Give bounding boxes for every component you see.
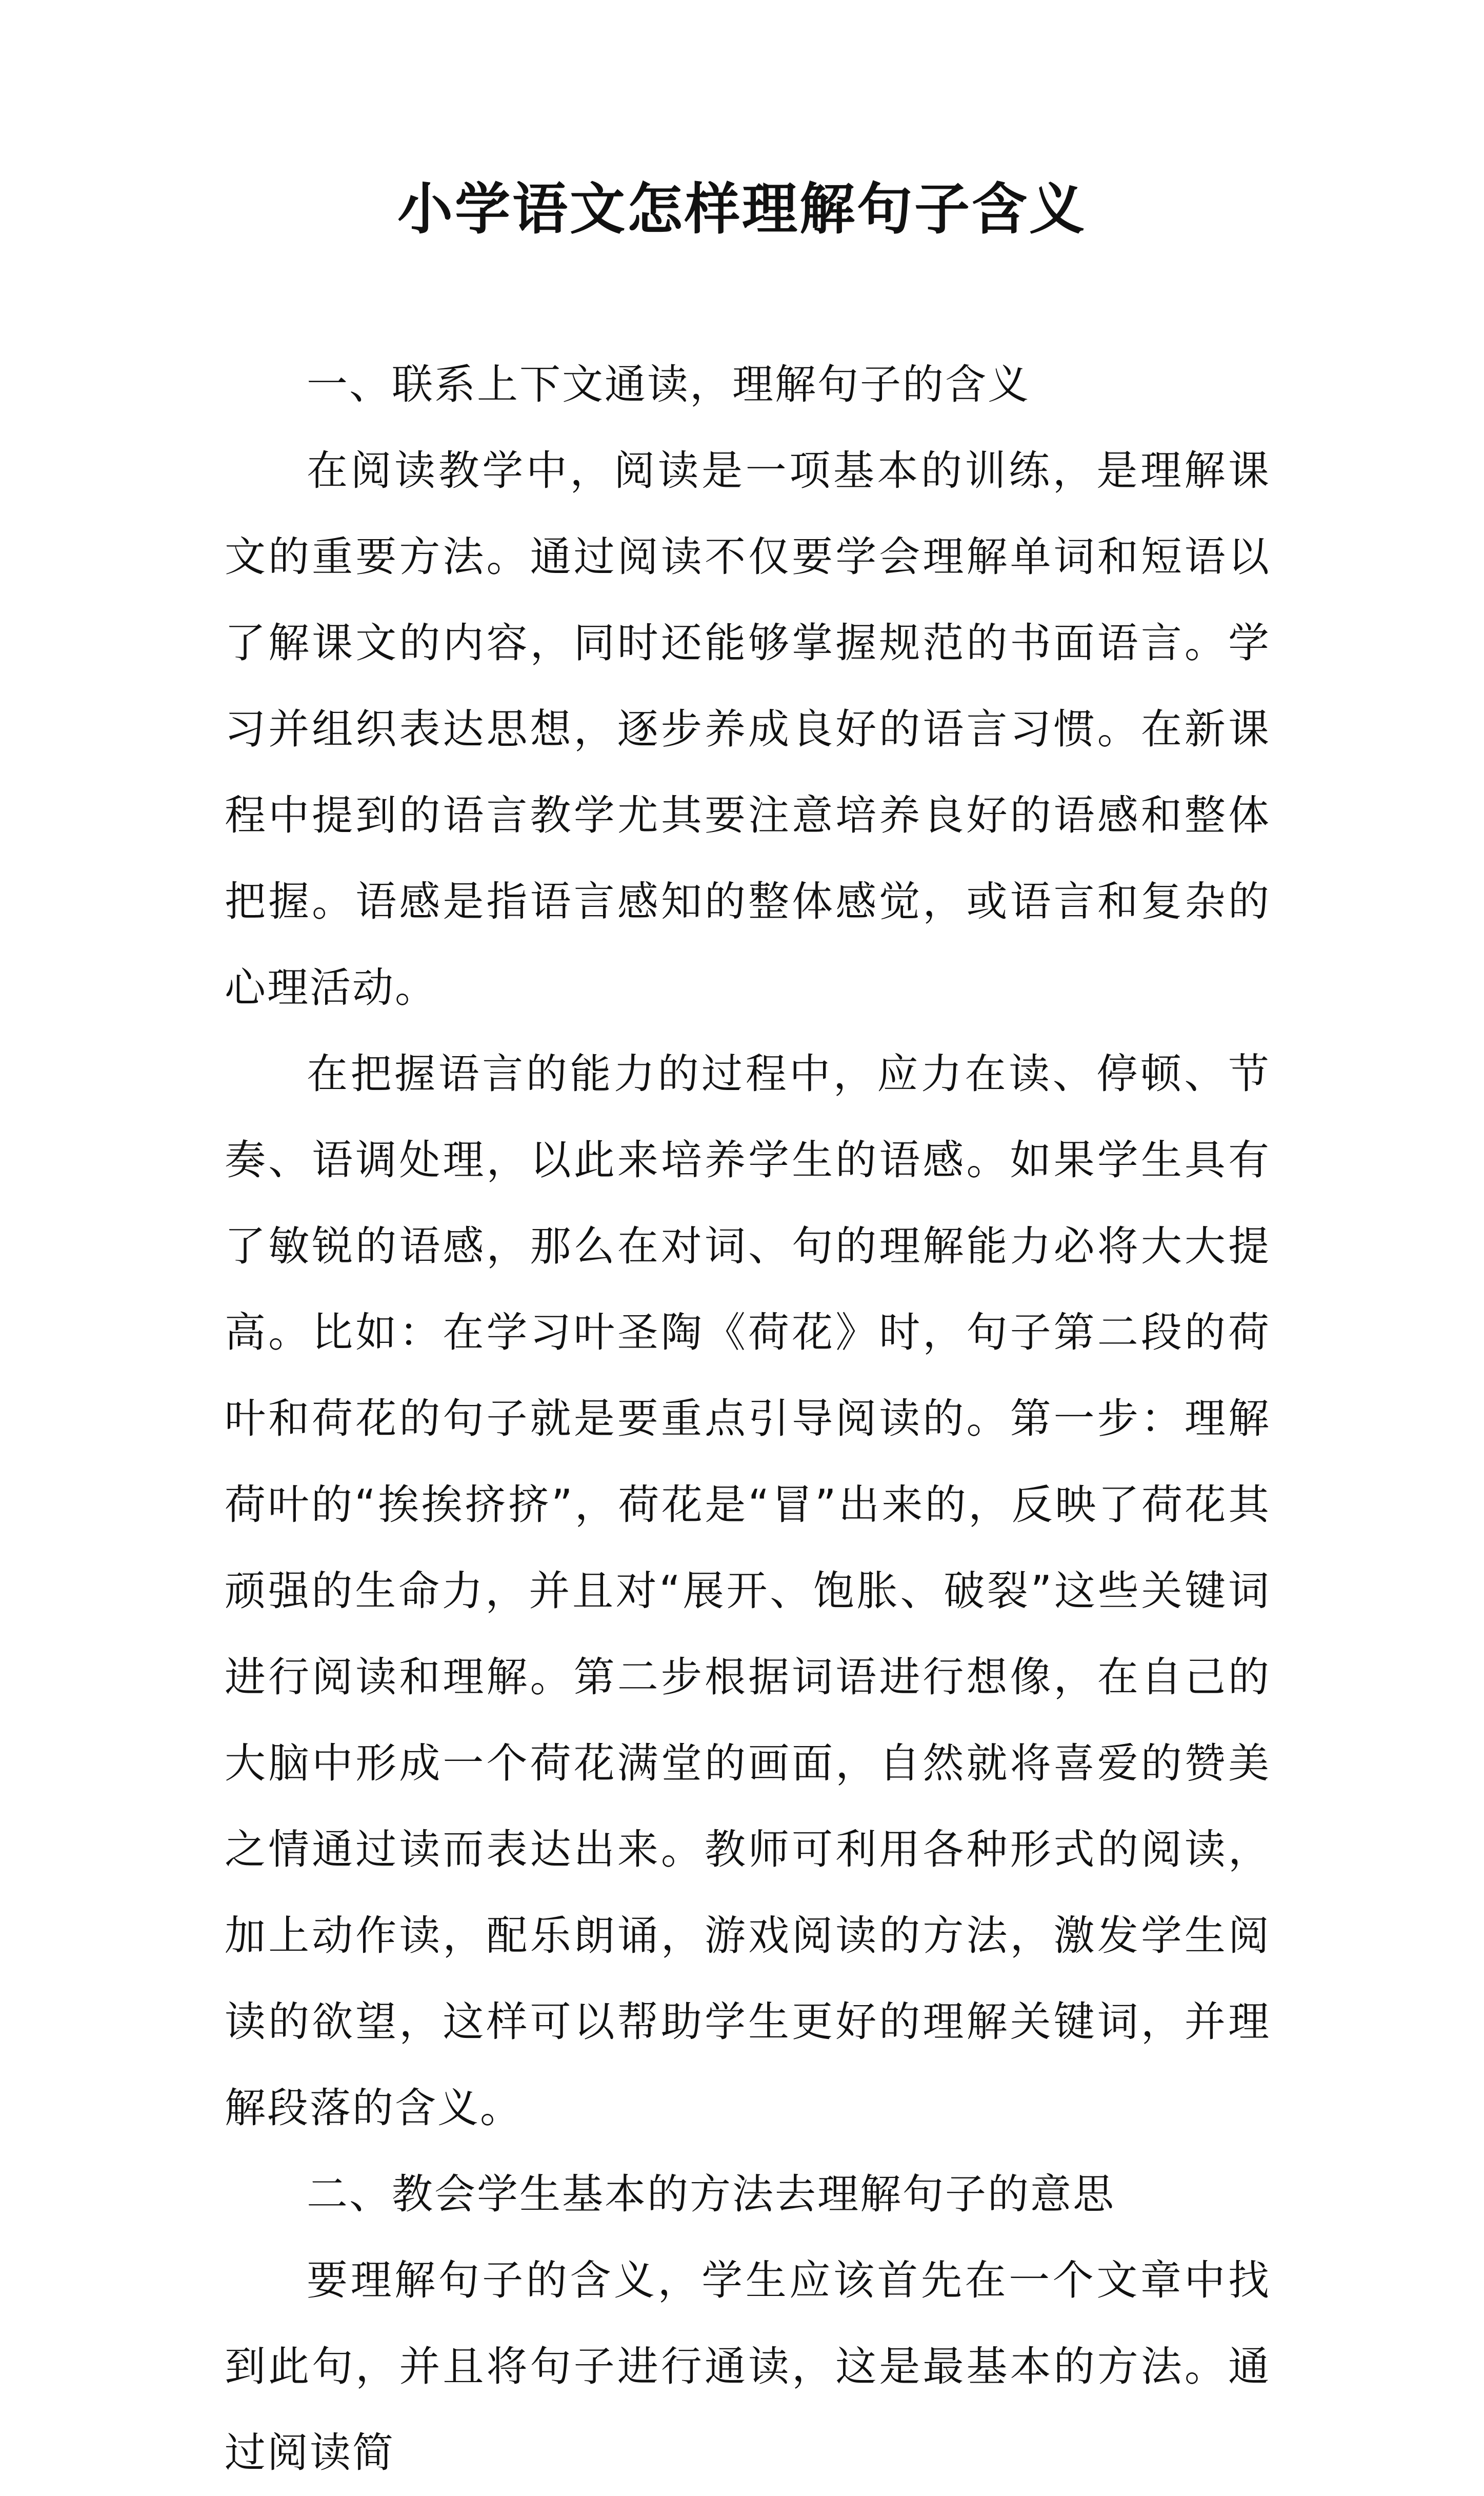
- document-title: 小学语文怎样理解句子含义: [397, 177, 1087, 242]
- section-heading-2: 二、教会学生基本的方法去理解句子的意思: [307, 2170, 1115, 2218]
- section-heading-1: 一、联系上下文通读，理解句子的含义: [307, 361, 1030, 408]
- body-paragraph: 要理解句子的含义，学生应该首先在一个文章中找到此句，并且将句子进行通读，这是最基本的方法。通过阅读简: [225, 2256, 1271, 2477]
- document-body: [225, 342, 1271, 2496]
- body-paragraph: 在阅读教学中，阅读是一项基本的训练，是理解课文的重要方法。通过阅读不仅要学会理解单词和短语以了解课文的内容，同时还能够掌握规范的书面语言。学习并组织表达思想，逐步养成良好的语言习惯。在新课程中提到的语言教学尤其要注意培养良好的语感和整体把握。语感是指语言感知的整体感觉，或语言和复杂的心理活动。: [225, 447, 1271, 1012]
- body-paragraph: 在把握语言的能力的过程中，应力在读、停顿、节奏、语调处理，以此来培养学生的语感。如果学生具有了敏锐的语感，那么在对词、句的理解能力必将大大提高。比如：在学习叶圣陶《荷花》时，句子第二段的荷叶和荷花的句子就是要重点引导阅读的。第一步：理解荷叶的“挨挨挤挤”，荷花是“冒”出来的，反映了荷花其顽强的生命力，并且对“展开、饱胀、破裂”这些关键词进行阅读和理解。第二步根据词语进行想像，在自己的大脑中形成一个荷花满堂的画面，自然就将喜爱的赞美之情通过读而表达出来。教师可利用各种形式的阅读，加上动作读，配乐朗诵，游戏阅读的方法，激发学生阅读的欲望，这样可以帮助学生更好的理解关键词，并理解段落的含义。: [225, 1050, 1271, 2132]
